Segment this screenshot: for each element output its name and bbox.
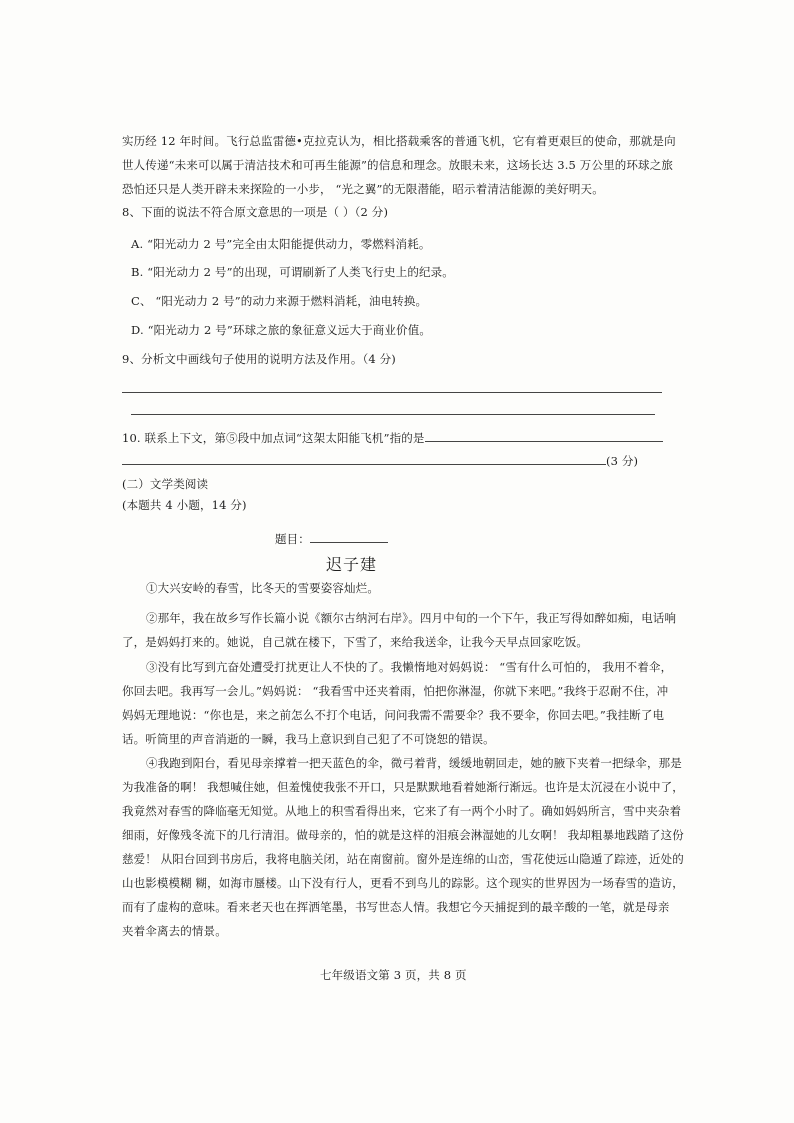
title-blank[interactable] xyxy=(310,530,388,543)
question-10-stem xyxy=(122,429,663,446)
essay-line: ③没有比写到亢奋处遭受打扰更让人不快的了。我懒惰地对妈妈说： “雪有什么可怕的， 我用不着伞， xyxy=(146,660,673,674)
essay-line: 细雨，好像残冬流下的几行清泪。做母亲的，怕的就是这样的泪痕会淋湿她的儿女啊！ 我却粗暴地践踏了这份 xyxy=(122,828,684,842)
answer-blank[interactable] xyxy=(122,452,606,465)
question-8-option-b: B. “阳光动力 2 号”的出现，可谓刷新了人类飞行史上的纪录。 xyxy=(131,265,454,279)
essay-author: 迟子建 xyxy=(326,555,378,574)
question-8-stem: 8、下面的说法不符合原文意思的一项是（ ）（2 分) xyxy=(122,205,389,219)
question-8-option-a: A. “阳光动力 2 号”完全由太阳能提供动力，零燃料消耗。 xyxy=(131,237,431,251)
passage-line: 世人传递“未来可以属于清洁技术和可再生能源”的信息和理念。放眼未来，这场长达 3.5 万公里的环球之旅 xyxy=(122,158,674,172)
question-10-line-2 xyxy=(122,452,638,469)
passage-line: 实历经 12 年时间。飞行总监雷德•克拉克认为，相比搭载乘客的普通飞机，它有着更艰巨的使命，那就是向 xyxy=(122,134,676,148)
essay-line: ④我跑到阳台，看见母亲撑着一把天蓝色的伞，微弓着背，缓缓地朝回走，她的腋下夹着一把绿伞，那是 xyxy=(146,756,682,770)
essay-line: 了，是妈妈打来的。她说，自己就在楼下，下雪了，来给我送伞，让我今天早点回家吃饭。 xyxy=(122,635,588,649)
essay-line: 话。听筒里的声音消逝的一瞬，我马上意识到自己犯了不可饶恕的错误。 xyxy=(122,732,495,746)
essay-line: ②那年，我在故乡写作长篇小说《额尔古纳河右岸》。四月中旬的一个下午，我正写得如醉如痴，电话响 xyxy=(146,611,677,625)
essay-line: 夹着伞离去的情景。 xyxy=(122,924,227,938)
page-footer: 七年级语文第 3 页，共 8 页 xyxy=(320,968,467,982)
section-note: (本题共 4 小题，14 分) xyxy=(122,498,247,512)
essay-title-field xyxy=(275,530,388,547)
passage-line: 恐怕还只是人类开辟未来探险的一小步， “光之翼”的无限潜能，昭示着清洁能源的美好明天。 xyxy=(122,182,604,196)
essay-line: 而有了虚构的意味。看来老天也在挥洒笔墨，书写世态人情。我想它今天捕捉到的最辛酸的一笔，就是母亲 xyxy=(122,900,670,914)
answer-line[interactable] xyxy=(131,414,655,415)
question-9-stem: 9、分析文中画线句子使用的说明方法及作用。（4 分) xyxy=(122,352,396,366)
essay-line: ①大兴安岭的春雪，比冬天的雪要姿容灿烂。 xyxy=(146,581,379,595)
question-10-score: (3 分) xyxy=(606,454,639,468)
essay-line: 慈爱！ 从阳台回到书房后，我将电脑关闭，站在南窗前。窗外是连绵的山峦，雪花使远山隐遁了踪迹，近处的 xyxy=(122,852,684,866)
answer-line[interactable] xyxy=(122,392,662,393)
answer-blank[interactable] xyxy=(425,429,663,442)
essay-line: 为我准备的啊！ 我想喊住她，但羞愧使我张不开口，只是默默地看着她渐行渐远。也许是太沉浸在小说中了， xyxy=(122,780,684,794)
question-10-text: 10. 联系上下文，第⑤段中加点词“这架太阳能飞机”指的是 xyxy=(122,431,425,445)
section-heading: (二）文学类阅读 xyxy=(122,477,209,491)
question-8-option-c: C、 “阳光动力 2 号”的动力来源于燃料消耗，油电转换。 xyxy=(131,294,428,308)
essay-line: 我竟然对春雪的降临毫无知觉。从地上的积雪看得出来，它来了有一两个小时了。确如妈妈所言，雪中夹杂着 xyxy=(122,804,682,818)
essay-line: 山也影模模糊 糊，如海市蜃楼。山下没有行人，更看不到鸟儿的踪影。这个现实的世界因为一场春雪的造访， xyxy=(122,876,684,890)
title-label: 题目： xyxy=(275,532,310,546)
question-8-option-d: D. “阳光动力 2 号”环球之旅的象征意义远大于商业价值。 xyxy=(131,323,432,337)
essay-line: 你回去吧。我再写一会儿。”妈妈说： “我看雪中还夹着雨，怕把你淋湿，你就下来吧。”我终于忍耐不住，冲 xyxy=(122,684,669,698)
essay-line: 妈妈无理地说：“你也是，来之前怎么不打个电话，问问我需不需要伞？我不要伞，你回去吧。”我挂断了电 xyxy=(122,708,665,722)
